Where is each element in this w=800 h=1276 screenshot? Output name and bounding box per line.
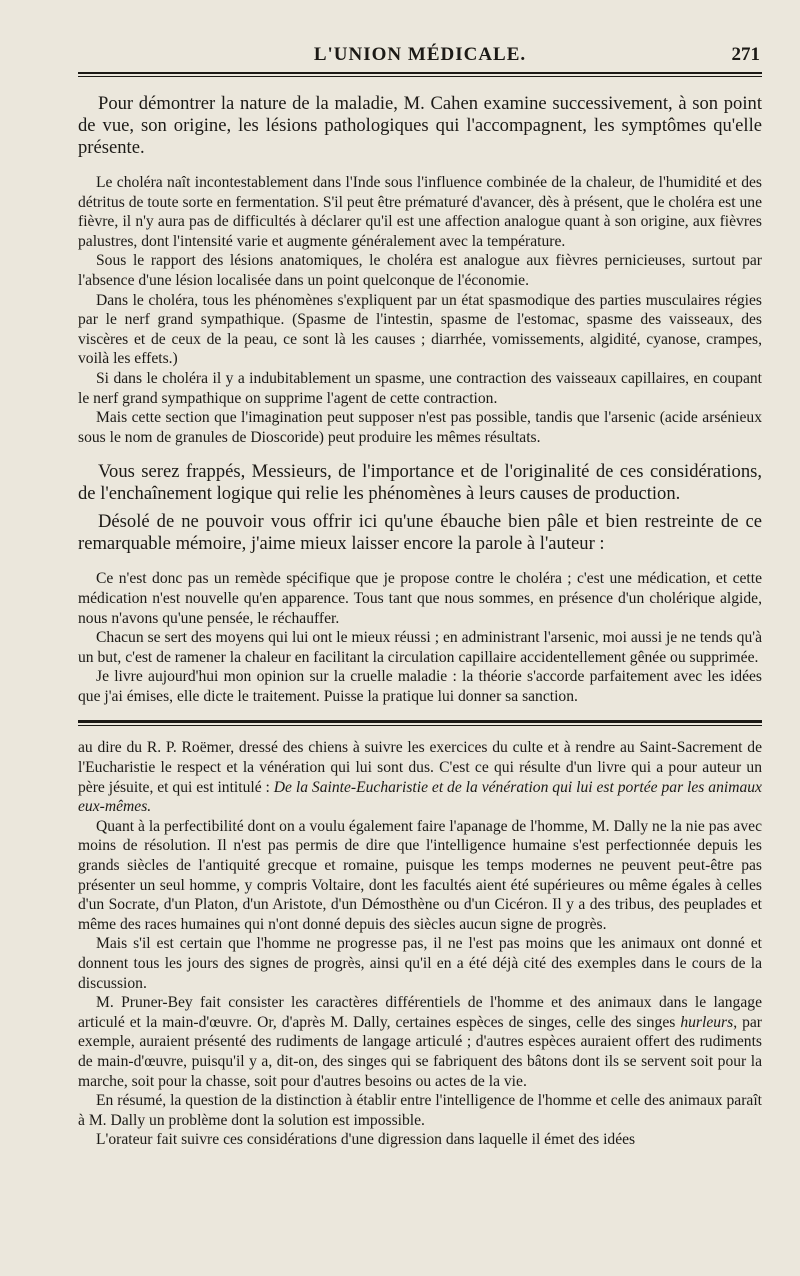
summary-paragraph: Le choléra naît incontestablement dans l'Inde sous l'influence combinée de la chaleur, de l'humidité et des détritus de toute sorte en fermentation. S'il peut être prématuré d'avancer, dès à présent, que le choléra est une fièvre, il n'y aura pas de difficultés à déclarer qu'il est une affection analogue quant à son origine, aux fièvres palustres, dont l'intensité varie et augmente généralement avec la température. xyxy=(78,174,762,250)
continuation-paragraph: En résumé, la question de la distinction à établir entre l'intelligence de l'homme et celle des animaux paraît à M. Dally un problème dont la solution est impossible. xyxy=(78,1092,762,1129)
page-number: 271 xyxy=(731,44,760,65)
continuation-text: M. Pruner-Bey fait consister les caractères différentiels de l'homme et des animaux dans le langage articulé et la main-d'œuvre. Or, d'après M. Dally, certaines espèces de singes, celle des singes xyxy=(78,994,762,1031)
species-term: hurleurs xyxy=(680,1013,734,1031)
header-rule xyxy=(78,72,762,77)
summary-paragraph: Sous le rapport des lésions anatomiques, le choléra est analogue aux fièvres pernicieuses, surtout par l'absence d'une lésion localisée dans un point quelconque de l'économie. xyxy=(78,252,762,289)
summary-paragraph: Mais cette section que l'imagination peut supposer n'est pas possible, tandis que l'arsenic (acide arsénieux sous le nom de granules de Dioscoride) peut produire les mêmes résultats. xyxy=(78,409,762,446)
continuation-paragraph: L'orateur fait suivre ces considérations d'une digression dans laquelle il émet des idées xyxy=(96,1131,636,1149)
quotation-paragraph: Chacun se sert des moyens qui lui ont le mieux réussi ; en administrant l'arsenic, moi aussi je ne tends qu'à un but, c'est de ramener la chaleur en facilitant la circulation capillaire accidentellement gênée ou supprimée. xyxy=(78,629,762,666)
running-head xyxy=(78,0,762,72)
section-divider xyxy=(78,720,762,726)
remark-paragraph: Vous serez frappés, Messieurs, de l'importance et de l'originalité de ces considérations, de l'enchaînement logique qui relie les phénomènes à leurs causes de production. xyxy=(78,461,762,505)
summary-section xyxy=(78,173,762,447)
continuation-paragraph: Mais s'il est certain que l'homme ne progresse pas, il ne l'est pas moins que les animaux ont donné et donnent tous les jours des signes de progrès, ainsi qu'il en a été déjà cité des exemples dans le cours de la discussion. xyxy=(78,935,762,992)
continuation-section xyxy=(78,738,762,1149)
continuation-paragraph xyxy=(78,993,762,1091)
quotation-paragraph: Ce n'est donc pas un remède spécifique que je propose contre le choléra ; c'est une médication, et cette médication n'est nouvelle qu'en apparence. Tous tant que nous sommes, en présence d'un cholérique algide, nous n'avons qu'une pensée, le réchauffer. xyxy=(78,570,762,627)
quotation-paragraph: Je livre aujourd'hui mon opinion sur la cruelle maladie : la théorie s'accorde parfaitement avec les idées que j'ai émises, elle dicte le traitement. Puisse la pratique lui donner sa sanction. xyxy=(78,668,762,705)
journal-title: L'UNION MÉDICALE. xyxy=(313,44,527,65)
remark-paragraph: Désolé de ne pouvoir vous offrir ici qu'une ébauche bien pâle et bien restreinte de ce remarquable mémoire, j'aime mieux laisser encore la parole à l'auteur : xyxy=(78,511,762,555)
continuation-paragraph: Quant à la perfectibilité dont on a voulu également faire l'apanage de l'homme, M. Dally ne la nie pas avec moins de résolution. Il n'est pas permis de dire que l'intelligence humaine s'est perfectionnée depuis les grands siècles de l'antiquité grecque et romaine, puisque les temps modernes ne peuvent peut-être pas présenter un seul homme, y compris Voltaire, dont les facultés aient été supérieures ou même égales à celles d'un Socrate, d'un Platon, d'un Aristote, d'un Démosthène ou d'un Cicéron. Il y a des tribus, des peuplades et même des races humaines qui n'ont donné depuis des siècles aucun signe de progrès. xyxy=(78,817,762,933)
summary-paragraph: Si dans le choléra il y a indubitablement un spasme, une contraction des vaisseaux capillaires, en coupant le nerf grand sympathique on supprime l'agent de cette contraction. xyxy=(78,369,762,407)
summary-paragraph: Dans le choléra, tous les phénomènes s'expliquent par un état spasmodique des parties musculaires régies par le nerf grand sympathique. (Spasme de l'intestin, spasme de l'estomac, spasme des vaisseaux, des viscères et de ceux de la peau, ce sont là les causes ; diarrhée, vomissements, algidité, cyanose, crampes, voilà les effets.) xyxy=(78,291,762,368)
continuation-text: , par exemple, auraient présenté des rudiments de langage articulé ; d'autres espèces auraient offert des rudiments de main-d'œuvre, puisqu'il y a, dit-on, des singes qui se fabriquent des bâtons dont ils se servent soit pour la marche, soit pour la chasse, soit pour d'autres besoins ou actes de la vie. xyxy=(78,1013,762,1090)
continuation-paragraph xyxy=(78,738,762,816)
intro-paragraph: Pour démontrer la nature de la maladie, M. Cahen examine successivement, à son point de vue, son origine, les lésions pathologiques qui l'accompagnent, les symptômes qu'elle présente. xyxy=(78,93,762,158)
book-title: De la Sainte-Eucharistie et de la vénération qui lui est portée par les animaux eux-mêmes. xyxy=(78,778,762,816)
author-quotation xyxy=(78,569,762,706)
continuation-text: au dire du R. P. Roëmer, dressé des chiens à suivre les exercices du culte et à rendre au Saint-Sacrement de l'Eucharistie le respect et la vénération qui lui sont dus. C'est ce qui résulte d'un livre qui a pour auteur un père jésuite, et qui est intitulé : xyxy=(78,739,762,796)
